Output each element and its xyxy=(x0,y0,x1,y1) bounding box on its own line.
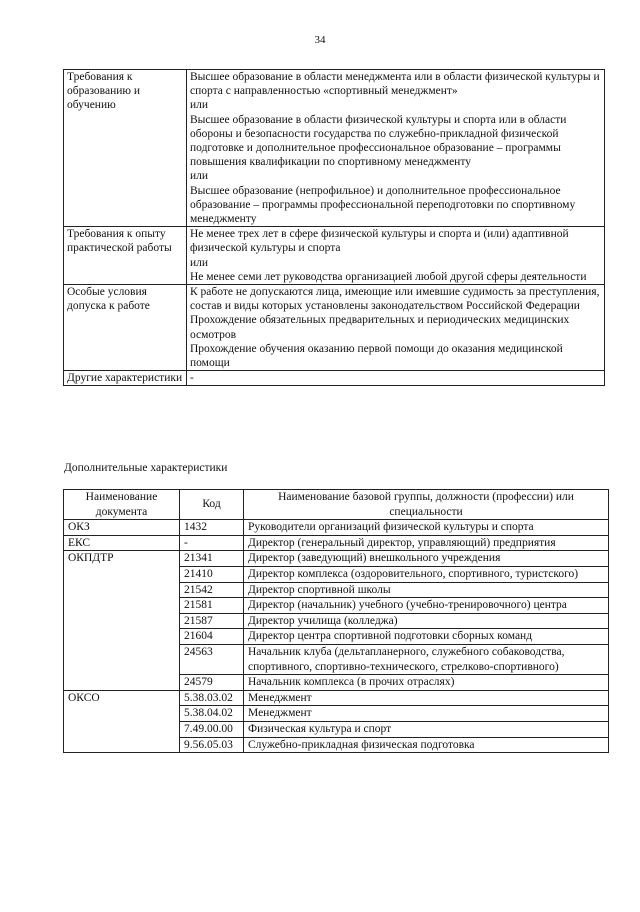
title-cell: Директор (заведующий) внешкольного учреждения xyxy=(244,551,609,567)
title-cell: Директор (начальник) учебного (учебно-тренировочного) центра xyxy=(244,598,609,614)
requirement-line: или xyxy=(190,256,209,269)
requirement-line: Не менее трех лет в сфере физической культуры и спорта и (или) адаптивной физической культуры и спорта xyxy=(190,228,569,255)
title-cell: Менеджмент xyxy=(244,690,609,706)
requirement-label: Требования к образованию и обучению xyxy=(64,70,187,227)
code-cell: 1432 xyxy=(180,520,244,536)
table-row xyxy=(64,520,609,536)
requirement-line: Прохождение обязательных предварительных и периодических медицинских осмотров xyxy=(190,314,570,341)
requirements-table xyxy=(63,69,605,386)
title-cell: Служебно-прикладная физическая подготовка xyxy=(244,737,609,753)
code-cell: 21542 xyxy=(180,582,244,598)
requirement-value xyxy=(187,285,605,371)
title-cell: Менеджмент xyxy=(244,706,609,722)
requirement-label: Особые условия допуска к работе xyxy=(64,285,187,371)
document-name-cell: ОКПДТР xyxy=(64,551,180,690)
title-cell: Директор спортивной школы xyxy=(244,582,609,598)
header-code: Код xyxy=(180,490,244,520)
section-title: Дополнительные характеристики xyxy=(64,462,228,474)
code-cell: 5.38.04.02 xyxy=(180,706,244,722)
requirement-line: К работе не допускаются лица, имеющие или имевшие судимость за преступления, состав и виды которых установлены законодательством Российской Федерации xyxy=(190,286,600,313)
document-name-cell: ЕКС xyxy=(64,535,180,551)
requirement-value xyxy=(187,70,605,227)
requirement-line: Высшее образование в области физической культуры и спорта или в области обороны и безопасности государства по служебно-прикладной физической подготовке и дополнительное профессиональное образование – программы повышения квалификации по спортивному менеджменту xyxy=(190,113,567,169)
code-cell: 21410 xyxy=(180,566,244,582)
code-cell: 21587 xyxy=(180,613,244,629)
requirement-label: Другие характеристики xyxy=(64,371,187,386)
table-row xyxy=(64,690,609,706)
header-document-name: Наименование документа xyxy=(64,490,180,520)
additional-characteristics-table xyxy=(63,489,609,753)
title-cell: Начальник клуба (дельтапланерного, служебного собаководства, спортивного, спортивно-технического, стрелково-спортивного) xyxy=(244,644,609,674)
table-header-row xyxy=(64,490,609,520)
table-row xyxy=(64,227,605,285)
title-cell: Руководители организаций физической культуры и спорта xyxy=(244,520,609,536)
table-row xyxy=(64,70,605,227)
document-name-cell: ОКЗ xyxy=(64,520,180,536)
title-cell: Директор (генеральный директор, управляющий) предприятия xyxy=(244,535,609,551)
requirement-line: Высшее образование (непрофильное) и дополнительное профессиональное образование – программы профессиональной переподготовки по спортивному менеджменту xyxy=(190,184,576,226)
requirement-value xyxy=(187,227,605,285)
code-cell: 21581 xyxy=(180,598,244,614)
table-row xyxy=(64,535,609,551)
code-cell: 5.38.03.02 xyxy=(180,690,244,706)
table-row xyxy=(64,285,605,371)
header-title: Наименование базовой группы, должности (профессии) или специальности xyxy=(244,490,609,520)
document-name-cell: ОКСО xyxy=(64,690,180,752)
table-row xyxy=(64,551,609,567)
requirement-line: - xyxy=(190,372,194,385)
title-cell: Директор училища (колледжа) xyxy=(244,613,609,629)
title-cell: Директор центра спортивной подготовки сборных команд xyxy=(244,629,609,645)
requirement-value xyxy=(187,371,605,386)
requirement-line: или xyxy=(190,170,209,183)
title-cell: Физическая культура и спорт xyxy=(244,721,609,737)
code-cell: 21604 xyxy=(180,629,244,645)
title-cell: Директор комплекса (оздоровительного, спортивного, туристского) xyxy=(244,566,609,582)
requirement-label: Требования к опыту практической работы xyxy=(64,227,187,285)
title-cell: Начальник комплекса (в прочих отраслях) xyxy=(244,675,609,691)
code-cell: 24563 xyxy=(180,644,244,674)
code-cell: 9.56.05.03 xyxy=(180,737,244,753)
requirement-line: Прохождение обучения оказанию первой помощи до оказания медицинской помощи xyxy=(190,342,563,370)
requirement-line: или xyxy=(190,99,209,112)
requirement-line: Высшее образование в области менеджмента или в области физической культуры и спорта с направленностью «спортивный менеджмент» xyxy=(190,71,600,98)
code-cell: 7.49.00.00 xyxy=(180,721,244,737)
code-cell: - xyxy=(180,535,244,551)
code-cell: 24579 xyxy=(180,675,244,691)
code-cell: 21341 xyxy=(180,551,244,567)
page-number: 34 xyxy=(314,34,326,46)
requirement-line: Не менее семи лет руководства организацией любой другой сферы деятельности xyxy=(190,270,587,283)
table-row xyxy=(64,371,605,386)
